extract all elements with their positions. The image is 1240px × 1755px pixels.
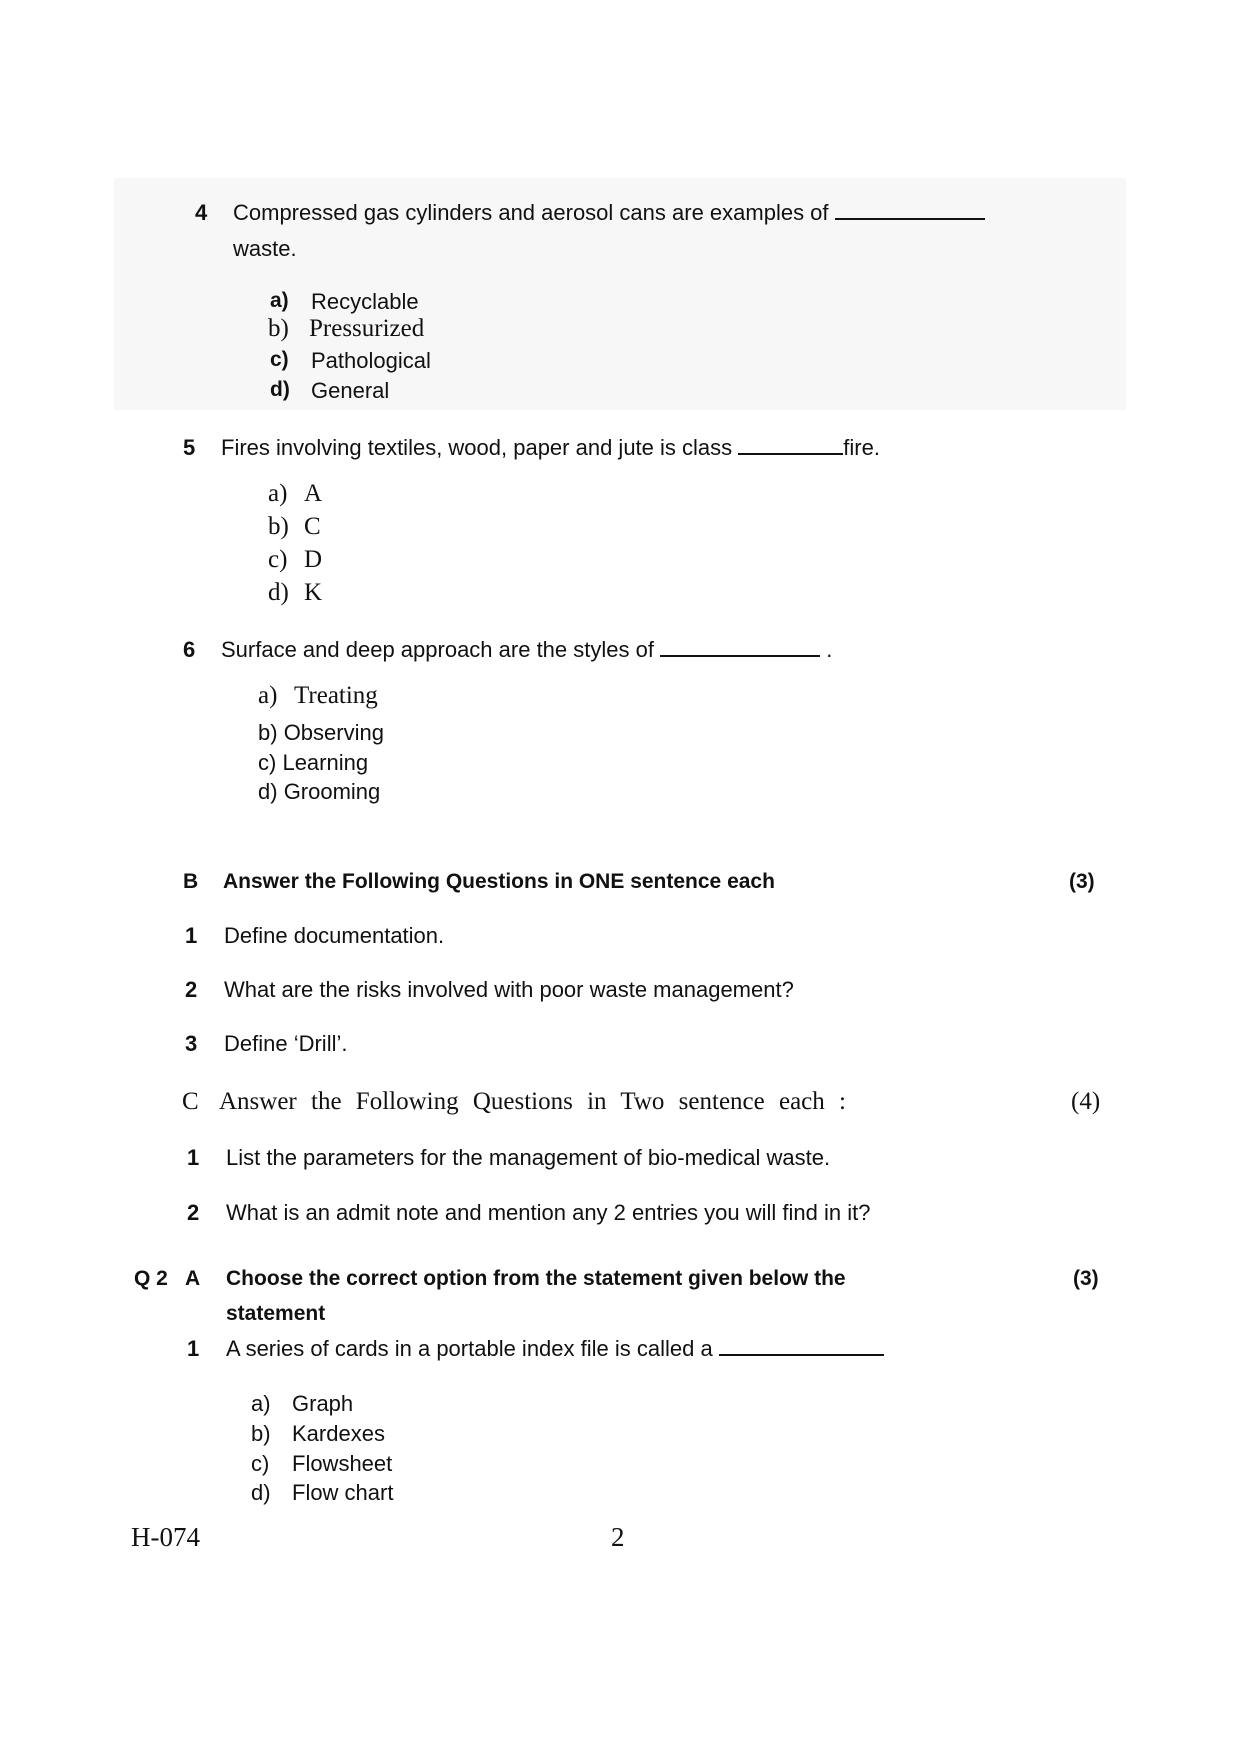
section-label: B: [183, 870, 199, 893]
section-heading: Answer the Following Questions in ONE sentence each: [223, 870, 775, 893]
section-heading: Choose the correct option from the statement given below the: [226, 1267, 846, 1290]
option-label: c): [270, 348, 289, 371]
section-heading: Answer the Following Questions in Two sentence each :: [219, 1088, 846, 1115]
question-number: 6: [183, 637, 196, 662]
question-text: Fires involving textiles, wood, paper and jute is class fire.: [221, 435, 880, 460]
item-number: 1: [185, 923, 198, 948]
section-marks: (4): [1071, 1088, 1101, 1115]
item-number: 1: [187, 1145, 200, 1170]
option-text: Flow chart: [292, 1480, 394, 1505]
option-label: d): [251, 1480, 271, 1505]
option-text: D: [304, 546, 323, 573]
paper-code: H-074: [131, 1522, 200, 1552]
option-text: Pathological: [311, 348, 431, 373]
option-text: Kardexes: [292, 1421, 385, 1446]
answer-blank: [660, 655, 820, 657]
answer-blank: [835, 218, 985, 220]
option-text: b) Observing: [258, 720, 384, 745]
section-label: A: [185, 1267, 201, 1290]
option-label: a): [270, 289, 289, 312]
item-number: 1: [187, 1336, 200, 1361]
option-text: Graph: [292, 1391, 354, 1416]
option-text: Recyclable: [311, 289, 419, 314]
section-label: C: [182, 1088, 199, 1115]
option-label: c): [268, 546, 288, 573]
option-label: b): [268, 513, 289, 540]
item-text: What is an admit note and mention any 2 entries you will find in it?: [226, 1200, 871, 1225]
option-text: General: [311, 378, 390, 403]
item-number: 2: [185, 977, 198, 1002]
option-label: a): [258, 682, 278, 709]
section-marks: (3): [1069, 870, 1095, 893]
option-text: d) Grooming: [258, 779, 381, 804]
option-text: Pressurized: [309, 315, 425, 342]
page-number: 2: [611, 1522, 625, 1552]
item-text: What are the risks involved with poor waste management?: [224, 977, 794, 1002]
item-text: A series of cards in a portable index file is called a: [226, 1336, 884, 1362]
option-label: d): [268, 579, 289, 606]
option-text: Flowsheet: [292, 1451, 393, 1476]
option-text: C: [304, 513, 321, 540]
answer-blank: [719, 1354, 884, 1356]
option-text: c) Learning: [258, 750, 369, 775]
option-text: A: [304, 480, 323, 507]
option-text: K: [304, 579, 323, 606]
option-label: b): [251, 1421, 271, 1446]
option-label: c): [251, 1451, 270, 1476]
option-text: Treating: [294, 682, 378, 709]
question-label: Q 2: [134, 1267, 168, 1290]
item-text: Define documentation.: [224, 923, 445, 948]
section-marks: (3): [1073, 1267, 1099, 1290]
item-number: 3: [185, 1031, 198, 1056]
question-continuation: waste.: [233, 236, 297, 261]
question-text: Compressed gas cylinders and aerosol cans are examples of: [233, 200, 985, 226]
option-label: a): [251, 1391, 271, 1416]
section-heading-continued: statement: [226, 1302, 326, 1325]
question-number: 4: [195, 200, 208, 225]
option-label: d): [270, 378, 290, 401]
question-number: 5: [183, 435, 196, 460]
item-text: Define ‘Drill’.: [224, 1031, 348, 1056]
answer-blank: [738, 453, 843, 455]
item-number: 2: [187, 1200, 200, 1225]
option-label: b): [268, 315, 289, 342]
question-text: Surface and deep approach are the styles of .: [221, 637, 833, 662]
option-label: a): [268, 480, 288, 507]
item-text: List the parameters for the management of bio-medical waste.: [226, 1145, 831, 1170]
